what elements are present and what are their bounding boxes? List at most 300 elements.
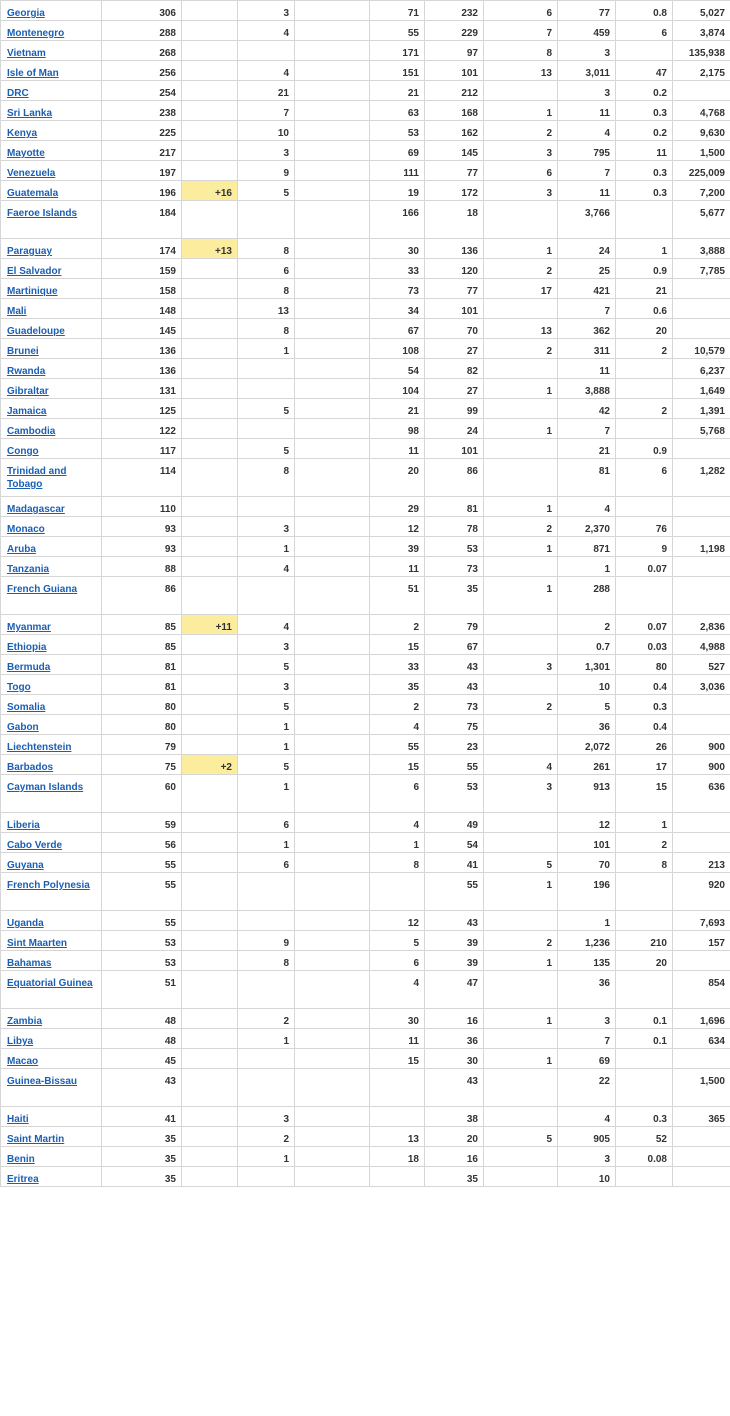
country-cell — [1, 833, 102, 853]
country-link[interactable]: Mali — [7, 306, 27, 317]
country-link[interactable]: Faeroe Islands — [7, 208, 78, 219]
active-cases-cell: 77 — [425, 161, 484, 181]
new-cases-cell — [182, 1167, 238, 1187]
country-link[interactable]: Kenya — [7, 128, 38, 139]
table-row — [1, 1, 730, 21]
country-cell — [1, 715, 102, 735]
country-link[interactable]: Monaco — [7, 524, 45, 535]
total-tests-cell: 1,500 — [673, 1069, 730, 1107]
country-link[interactable]: Sri Lanka — [7, 108, 53, 119]
serious-critical-cell: 8 — [484, 41, 558, 61]
deaths-per-1m-cell: 6 — [616, 21, 673, 41]
country-link[interactable]: Montenegro — [7, 28, 65, 39]
total-deaths-cell — [238, 419, 295, 439]
total-recovered-cell: 6 — [370, 775, 425, 813]
new-cases-cell — [182, 695, 238, 715]
deaths-per-1m-cell: 210 — [616, 931, 673, 951]
country-cell — [1, 517, 102, 537]
serious-critical-cell — [484, 557, 558, 577]
country-link[interactable]: Haiti — [7, 1114, 29, 1125]
country-link[interactable]: Togo — [7, 682, 31, 693]
total-recovered-cell: 12 — [370, 911, 425, 931]
total-recovered-cell: 67 — [370, 319, 425, 339]
serious-critical-cell — [484, 459, 558, 497]
country-link[interactable]: Vietnam — [7, 48, 46, 59]
country-link[interactable]: El Salvador — [7, 266, 62, 277]
new-cases-cell — [182, 1107, 238, 1127]
total-deaths-cell: 1 — [238, 1029, 295, 1049]
new-cases-cell: +13 — [182, 239, 238, 259]
country-cell — [1, 557, 102, 577]
country-link[interactable]: Aruba — [7, 544, 36, 555]
total-recovered-cell: 63 — [370, 101, 425, 121]
country-cell — [1, 675, 102, 695]
cases-per-1m-cell: 459 — [558, 21, 616, 41]
active-cases-cell: 53 — [425, 775, 484, 813]
active-cases-cell: 168 — [425, 101, 484, 121]
total-cases-cell: 217 — [102, 141, 182, 161]
total-recovered-cell: 15 — [370, 755, 425, 775]
serious-critical-cell — [484, 1069, 558, 1107]
deaths-per-1m-cell: 0.1 — [616, 1029, 673, 1049]
total-cases-cell: 114 — [102, 459, 182, 497]
table-body — [1, 1, 730, 1187]
country-link[interactable]: Venezuela — [7, 168, 56, 179]
new-deaths-cell — [295, 339, 370, 359]
active-cases-cell: 120 — [425, 259, 484, 279]
cases-per-1m-cell: 913 — [558, 775, 616, 813]
active-cases-cell: 47 — [425, 971, 484, 1009]
total-recovered-cell: 15 — [370, 635, 425, 655]
serious-critical-cell — [484, 1107, 558, 1127]
new-cases-cell — [182, 735, 238, 755]
total-recovered-cell: 6 — [370, 951, 425, 971]
deaths-per-1m-cell: 2 — [616, 833, 673, 853]
country-cell — [1, 615, 102, 635]
active-cases-cell: 79 — [425, 615, 484, 635]
deaths-per-1m-cell: 0.08 — [616, 1147, 673, 1167]
serious-critical-cell — [484, 971, 558, 1009]
table-row — [1, 181, 730, 201]
country-link[interactable]: Cambodia — [7, 426, 56, 437]
total-deaths-cell: 6 — [238, 259, 295, 279]
country-link[interactable]: Guadeloupe — [7, 326, 65, 337]
cases-per-1m-cell: 11 — [558, 359, 616, 379]
country-link[interactable]: Somalia — [7, 702, 46, 713]
new-deaths-cell — [295, 81, 370, 101]
active-cases-cell: 229 — [425, 21, 484, 41]
table-row — [1, 695, 730, 715]
serious-critical-cell: 1 — [484, 419, 558, 439]
country-link[interactable]: Mayotte — [7, 148, 45, 159]
country-link[interactable]: Madagascar — [7, 504, 65, 515]
new-cases-cell — [182, 319, 238, 339]
cases-per-1m-cell: 3,888 — [558, 379, 616, 399]
country-link[interactable]: Cabo Verde — [7, 840, 63, 851]
total-tests-cell: 157 — [673, 931, 730, 951]
total-cases-cell: 85 — [102, 635, 182, 655]
total-tests-cell: 3,874 — [673, 21, 730, 41]
total-deaths-cell: 5 — [238, 755, 295, 775]
active-cases-cell: 101 — [425, 439, 484, 459]
total-deaths-cell — [238, 379, 295, 399]
country-link[interactable]: Sint Maarten — [7, 938, 68, 949]
deaths-per-1m-cell: 0.9 — [616, 259, 673, 279]
total-deaths-cell — [238, 873, 295, 911]
country-link[interactable]: Libya — [7, 1036, 34, 1047]
total-cases-cell: 145 — [102, 319, 182, 339]
country-cell — [1, 439, 102, 459]
new-cases-cell — [182, 121, 238, 141]
total-tests-cell — [673, 81, 730, 101]
country-link[interactable]: Jamaica — [7, 406, 47, 417]
total-tests-cell — [673, 319, 730, 339]
active-cases-cell: 53 — [425, 537, 484, 557]
table-row — [1, 399, 730, 419]
country-link[interactable]: Rwanda — [7, 366, 46, 377]
total-deaths-cell — [238, 359, 295, 379]
total-deaths-cell: 4 — [238, 21, 295, 41]
total-tests-cell: 900 — [673, 755, 730, 775]
country-link[interactable]: Georgia — [7, 8, 45, 19]
total-cases-cell: 184 — [102, 201, 182, 239]
country-link[interactable]: Cayman Islands — [7, 782, 84, 793]
new-deaths-cell — [295, 259, 370, 279]
deaths-per-1m-cell — [616, 379, 673, 399]
serious-critical-cell — [484, 439, 558, 459]
country-cell — [1, 399, 102, 419]
table-row — [1, 537, 730, 557]
total-tests-cell: 636 — [673, 775, 730, 813]
cases-per-1m-cell: 36 — [558, 971, 616, 1009]
total-cases-cell: 86 — [102, 577, 182, 615]
table-row — [1, 1167, 730, 1187]
cases-per-1m-cell: 81 — [558, 459, 616, 497]
new-cases-cell — [182, 873, 238, 911]
new-cases-cell — [182, 557, 238, 577]
total-deaths-cell: 8 — [238, 951, 295, 971]
total-cases-cell: 55 — [102, 853, 182, 873]
country-cell — [1, 1, 102, 21]
total-deaths-cell: 7 — [238, 101, 295, 121]
cases-per-1m-cell: 196 — [558, 873, 616, 911]
serious-critical-cell: 3 — [484, 655, 558, 675]
new-deaths-cell — [295, 141, 370, 161]
new-deaths-cell — [295, 971, 370, 1009]
total-recovered-cell: 69 — [370, 141, 425, 161]
deaths-per-1m-cell: 0.07 — [616, 557, 673, 577]
total-recovered-cell: 4 — [370, 971, 425, 1009]
country-cell — [1, 537, 102, 557]
table-row — [1, 615, 730, 635]
table-row — [1, 319, 730, 339]
total-deaths-cell: 10 — [238, 121, 295, 141]
total-recovered-cell: 12 — [370, 517, 425, 537]
total-tests-cell: 7,693 — [673, 911, 730, 931]
cases-per-1m-cell: 4 — [558, 121, 616, 141]
cases-per-1m-cell: 421 — [558, 279, 616, 299]
active-cases-cell: 97 — [425, 41, 484, 61]
country-cell — [1, 853, 102, 873]
active-cases-cell: 49 — [425, 813, 484, 833]
country-link[interactable]: Congo — [7, 446, 39, 457]
new-deaths-cell — [295, 21, 370, 41]
total-recovered-cell: 29 — [370, 497, 425, 517]
country-link[interactable]: Liberia — [7, 820, 40, 831]
serious-critical-cell: 1 — [484, 379, 558, 399]
cases-per-1m-cell: 7 — [558, 1029, 616, 1049]
cases-per-1m-cell: 0.7 — [558, 635, 616, 655]
country-cell — [1, 1029, 102, 1049]
new-deaths-cell — [295, 615, 370, 635]
new-deaths-cell — [295, 299, 370, 319]
new-cases-cell — [182, 101, 238, 121]
serious-critical-cell: 6 — [484, 161, 558, 181]
new-deaths-cell — [295, 379, 370, 399]
country-link[interactable]: Gibraltar — [7, 386, 49, 397]
deaths-per-1m-cell — [616, 1049, 673, 1069]
table-row — [1, 833, 730, 853]
country-link[interactable]: Gabon — [7, 722, 39, 733]
table-row — [1, 675, 730, 695]
total-deaths-cell: 1 — [238, 339, 295, 359]
total-recovered-cell: 33 — [370, 259, 425, 279]
total-deaths-cell: 5 — [238, 695, 295, 715]
total-cases-cell: 53 — [102, 951, 182, 971]
new-deaths-cell — [295, 101, 370, 121]
serious-critical-cell: 3 — [484, 181, 558, 201]
total-recovered-cell: 19 — [370, 181, 425, 201]
country-link[interactable]: Bermuda — [7, 662, 51, 673]
deaths-per-1m-cell: 26 — [616, 735, 673, 755]
total-cases-cell: 306 — [102, 1, 182, 21]
country-link[interactable]: Guinea-Bissau — [7, 1076, 78, 1087]
country-link[interactable]: Paraguay — [7, 246, 53, 257]
country-link[interactable]: Ethiopia — [7, 642, 47, 653]
active-cases-cell: 20 — [425, 1127, 484, 1147]
new-cases-cell — [182, 359, 238, 379]
country-link[interactable]: Eritrea — [7, 1174, 39, 1185]
active-cases-cell: 67 — [425, 635, 484, 655]
country-cell — [1, 1069, 102, 1107]
total-recovered-cell: 108 — [370, 339, 425, 359]
deaths-per-1m-cell: 0.03 — [616, 635, 673, 655]
total-tests-cell: 135,938 — [673, 41, 730, 61]
total-tests-cell: 920 — [673, 873, 730, 911]
serious-critical-cell — [484, 675, 558, 695]
total-tests-cell — [673, 497, 730, 517]
new-deaths-cell — [295, 1049, 370, 1069]
country-cell — [1, 1107, 102, 1127]
total-tests-cell — [673, 715, 730, 735]
new-cases-cell — [182, 1009, 238, 1029]
total-tests-cell — [673, 813, 730, 833]
table-row — [1, 41, 730, 61]
serious-critical-cell: 13 — [484, 61, 558, 81]
country-cell — [1, 379, 102, 399]
total-recovered-cell: 11 — [370, 1029, 425, 1049]
total-cases-cell: 55 — [102, 911, 182, 931]
table-row — [1, 557, 730, 577]
total-cases-cell: 45 — [102, 1049, 182, 1069]
country-link[interactable]: Uganda — [7, 918, 44, 929]
country-cell — [1, 81, 102, 101]
country-cell — [1, 951, 102, 971]
total-cases-cell: 136 — [102, 359, 182, 379]
country-link[interactable]: Macao — [7, 1056, 39, 1067]
total-cases-cell: 79 — [102, 735, 182, 755]
cases-per-1m-cell: 1 — [558, 911, 616, 931]
total-deaths-cell: 5 — [238, 655, 295, 675]
active-cases-cell: 43 — [425, 911, 484, 931]
total-deaths-cell: 1 — [238, 775, 295, 813]
deaths-per-1m-cell — [616, 1069, 673, 1107]
new-deaths-cell — [295, 419, 370, 439]
total-recovered-cell: 55 — [370, 21, 425, 41]
total-tests-cell: 1,282 — [673, 459, 730, 497]
total-recovered-cell: 4 — [370, 715, 425, 735]
table-row — [1, 931, 730, 951]
country-link[interactable]: Benin — [7, 1154, 35, 1165]
deaths-per-1m-cell — [616, 419, 673, 439]
total-tests-cell: 527 — [673, 655, 730, 675]
total-deaths-cell: 4 — [238, 615, 295, 635]
new-deaths-cell — [295, 1147, 370, 1167]
deaths-per-1m-cell: 2 — [616, 339, 673, 359]
deaths-per-1m-cell — [616, 1167, 673, 1187]
country-link[interactable]: Isle of Man — [7, 68, 59, 79]
new-deaths-cell — [295, 775, 370, 813]
total-tests-cell — [673, 833, 730, 853]
deaths-per-1m-cell: 0.1 — [616, 1009, 673, 1029]
total-tests-cell — [673, 577, 730, 615]
country-link[interactable]: Trinidad and Tobago — [7, 466, 67, 490]
cases-per-1m-cell: 10 — [558, 675, 616, 695]
country-link[interactable]: French Guiana — [7, 584, 78, 595]
cases-per-1m-cell: 1 — [558, 557, 616, 577]
country-link[interactable]: Guatemala — [7, 188, 59, 199]
total-cases-cell: 131 — [102, 379, 182, 399]
deaths-per-1m-cell: 20 — [616, 951, 673, 971]
country-link[interactable]: Barbados — [7, 762, 54, 773]
total-cases-cell: 93 — [102, 517, 182, 537]
active-cases-cell: 16 — [425, 1009, 484, 1029]
country-link[interactable]: Saint Martin — [7, 1134, 65, 1145]
new-cases-cell — [182, 1127, 238, 1147]
new-deaths-cell — [295, 497, 370, 517]
table-row — [1, 81, 730, 101]
country-link[interactable]: Bahamas — [7, 958, 52, 969]
new-cases-cell — [182, 497, 238, 517]
cases-per-1m-cell: 24 — [558, 239, 616, 259]
deaths-per-1m-cell: 0.3 — [616, 101, 673, 121]
serious-critical-cell — [484, 1029, 558, 1049]
country-cell — [1, 755, 102, 775]
new-deaths-cell — [295, 1, 370, 21]
active-cases-cell: 73 — [425, 557, 484, 577]
total-deaths-cell: 6 — [238, 813, 295, 833]
serious-critical-cell — [484, 1167, 558, 1187]
active-cases-cell: 30 — [425, 1049, 484, 1069]
total-recovered-cell: 11 — [370, 557, 425, 577]
total-recovered-cell: 166 — [370, 201, 425, 239]
cases-per-1m-cell: 2 — [558, 615, 616, 635]
serious-critical-cell — [484, 615, 558, 635]
new-cases-cell — [182, 577, 238, 615]
country-link[interactable]: DRC — [7, 88, 29, 99]
country-link[interactable]: Myanmar — [7, 622, 51, 633]
active-cases-cell: 27 — [425, 379, 484, 399]
total-tests-cell: 4,768 — [673, 101, 730, 121]
active-cases-cell: 54 — [425, 833, 484, 853]
total-deaths-cell — [238, 1049, 295, 1069]
total-recovered-cell: 30 — [370, 1009, 425, 1029]
country-link[interactable]: Brunei — [7, 346, 39, 357]
cases-per-1m-cell: 77 — [558, 1, 616, 21]
country-cell — [1, 1167, 102, 1187]
serious-critical-cell: 1 — [484, 497, 558, 517]
country-link[interactable]: French Polynesia — [7, 880, 90, 891]
new-cases-cell — [182, 259, 238, 279]
cases-per-1m-cell: 3 — [558, 1147, 616, 1167]
cases-per-1m-cell: 311 — [558, 339, 616, 359]
total-deaths-cell: 1 — [238, 537, 295, 557]
new-cases-cell — [182, 675, 238, 695]
new-deaths-cell — [295, 1167, 370, 1187]
total-deaths-cell: 5 — [238, 399, 295, 419]
serious-critical-cell: 4 — [484, 755, 558, 775]
cases-per-1m-cell: 11 — [558, 101, 616, 121]
table-row — [1, 459, 730, 497]
new-deaths-cell — [295, 951, 370, 971]
total-recovered-cell: 21 — [370, 81, 425, 101]
total-deaths-cell — [238, 41, 295, 61]
cases-per-1m-cell: 7 — [558, 161, 616, 181]
cases-per-1m-cell: 7 — [558, 419, 616, 439]
country-link[interactable]: Liechtenstein — [7, 742, 72, 753]
active-cases-cell: 36 — [425, 1029, 484, 1049]
deaths-per-1m-cell — [616, 971, 673, 1009]
total-tests-cell: 1,500 — [673, 141, 730, 161]
cases-per-1m-cell: 261 — [558, 755, 616, 775]
country-cell — [1, 339, 102, 359]
cases-per-1m-cell: 11 — [558, 181, 616, 201]
total-deaths-cell: 1 — [238, 1147, 295, 1167]
total-deaths-cell: 3 — [238, 1, 295, 21]
active-cases-cell: 101 — [425, 61, 484, 81]
country-link[interactable]: Equatorial Guinea — [7, 978, 93, 989]
country-link[interactable]: Guyana — [7, 860, 44, 871]
country-link[interactable]: Tanzania — [7, 564, 50, 575]
total-tests-cell: 7,785 — [673, 259, 730, 279]
active-cases-cell: 82 — [425, 359, 484, 379]
country-link[interactable]: Martinique — [7, 286, 58, 297]
table-row — [1, 259, 730, 279]
total-tests-cell — [673, 1049, 730, 1069]
total-cases-cell: 122 — [102, 419, 182, 439]
total-deaths-cell: 5 — [238, 439, 295, 459]
new-deaths-cell — [295, 1029, 370, 1049]
active-cases-cell: 55 — [425, 755, 484, 775]
total-deaths-cell — [238, 1167, 295, 1187]
active-cases-cell: 99 — [425, 399, 484, 419]
table-row — [1, 655, 730, 675]
active-cases-cell: 81 — [425, 497, 484, 517]
deaths-per-1m-cell: 1 — [616, 239, 673, 259]
serious-critical-cell: 3 — [484, 141, 558, 161]
country-link[interactable]: Zambia — [7, 1016, 43, 1027]
serious-critical-cell: 5 — [484, 853, 558, 873]
